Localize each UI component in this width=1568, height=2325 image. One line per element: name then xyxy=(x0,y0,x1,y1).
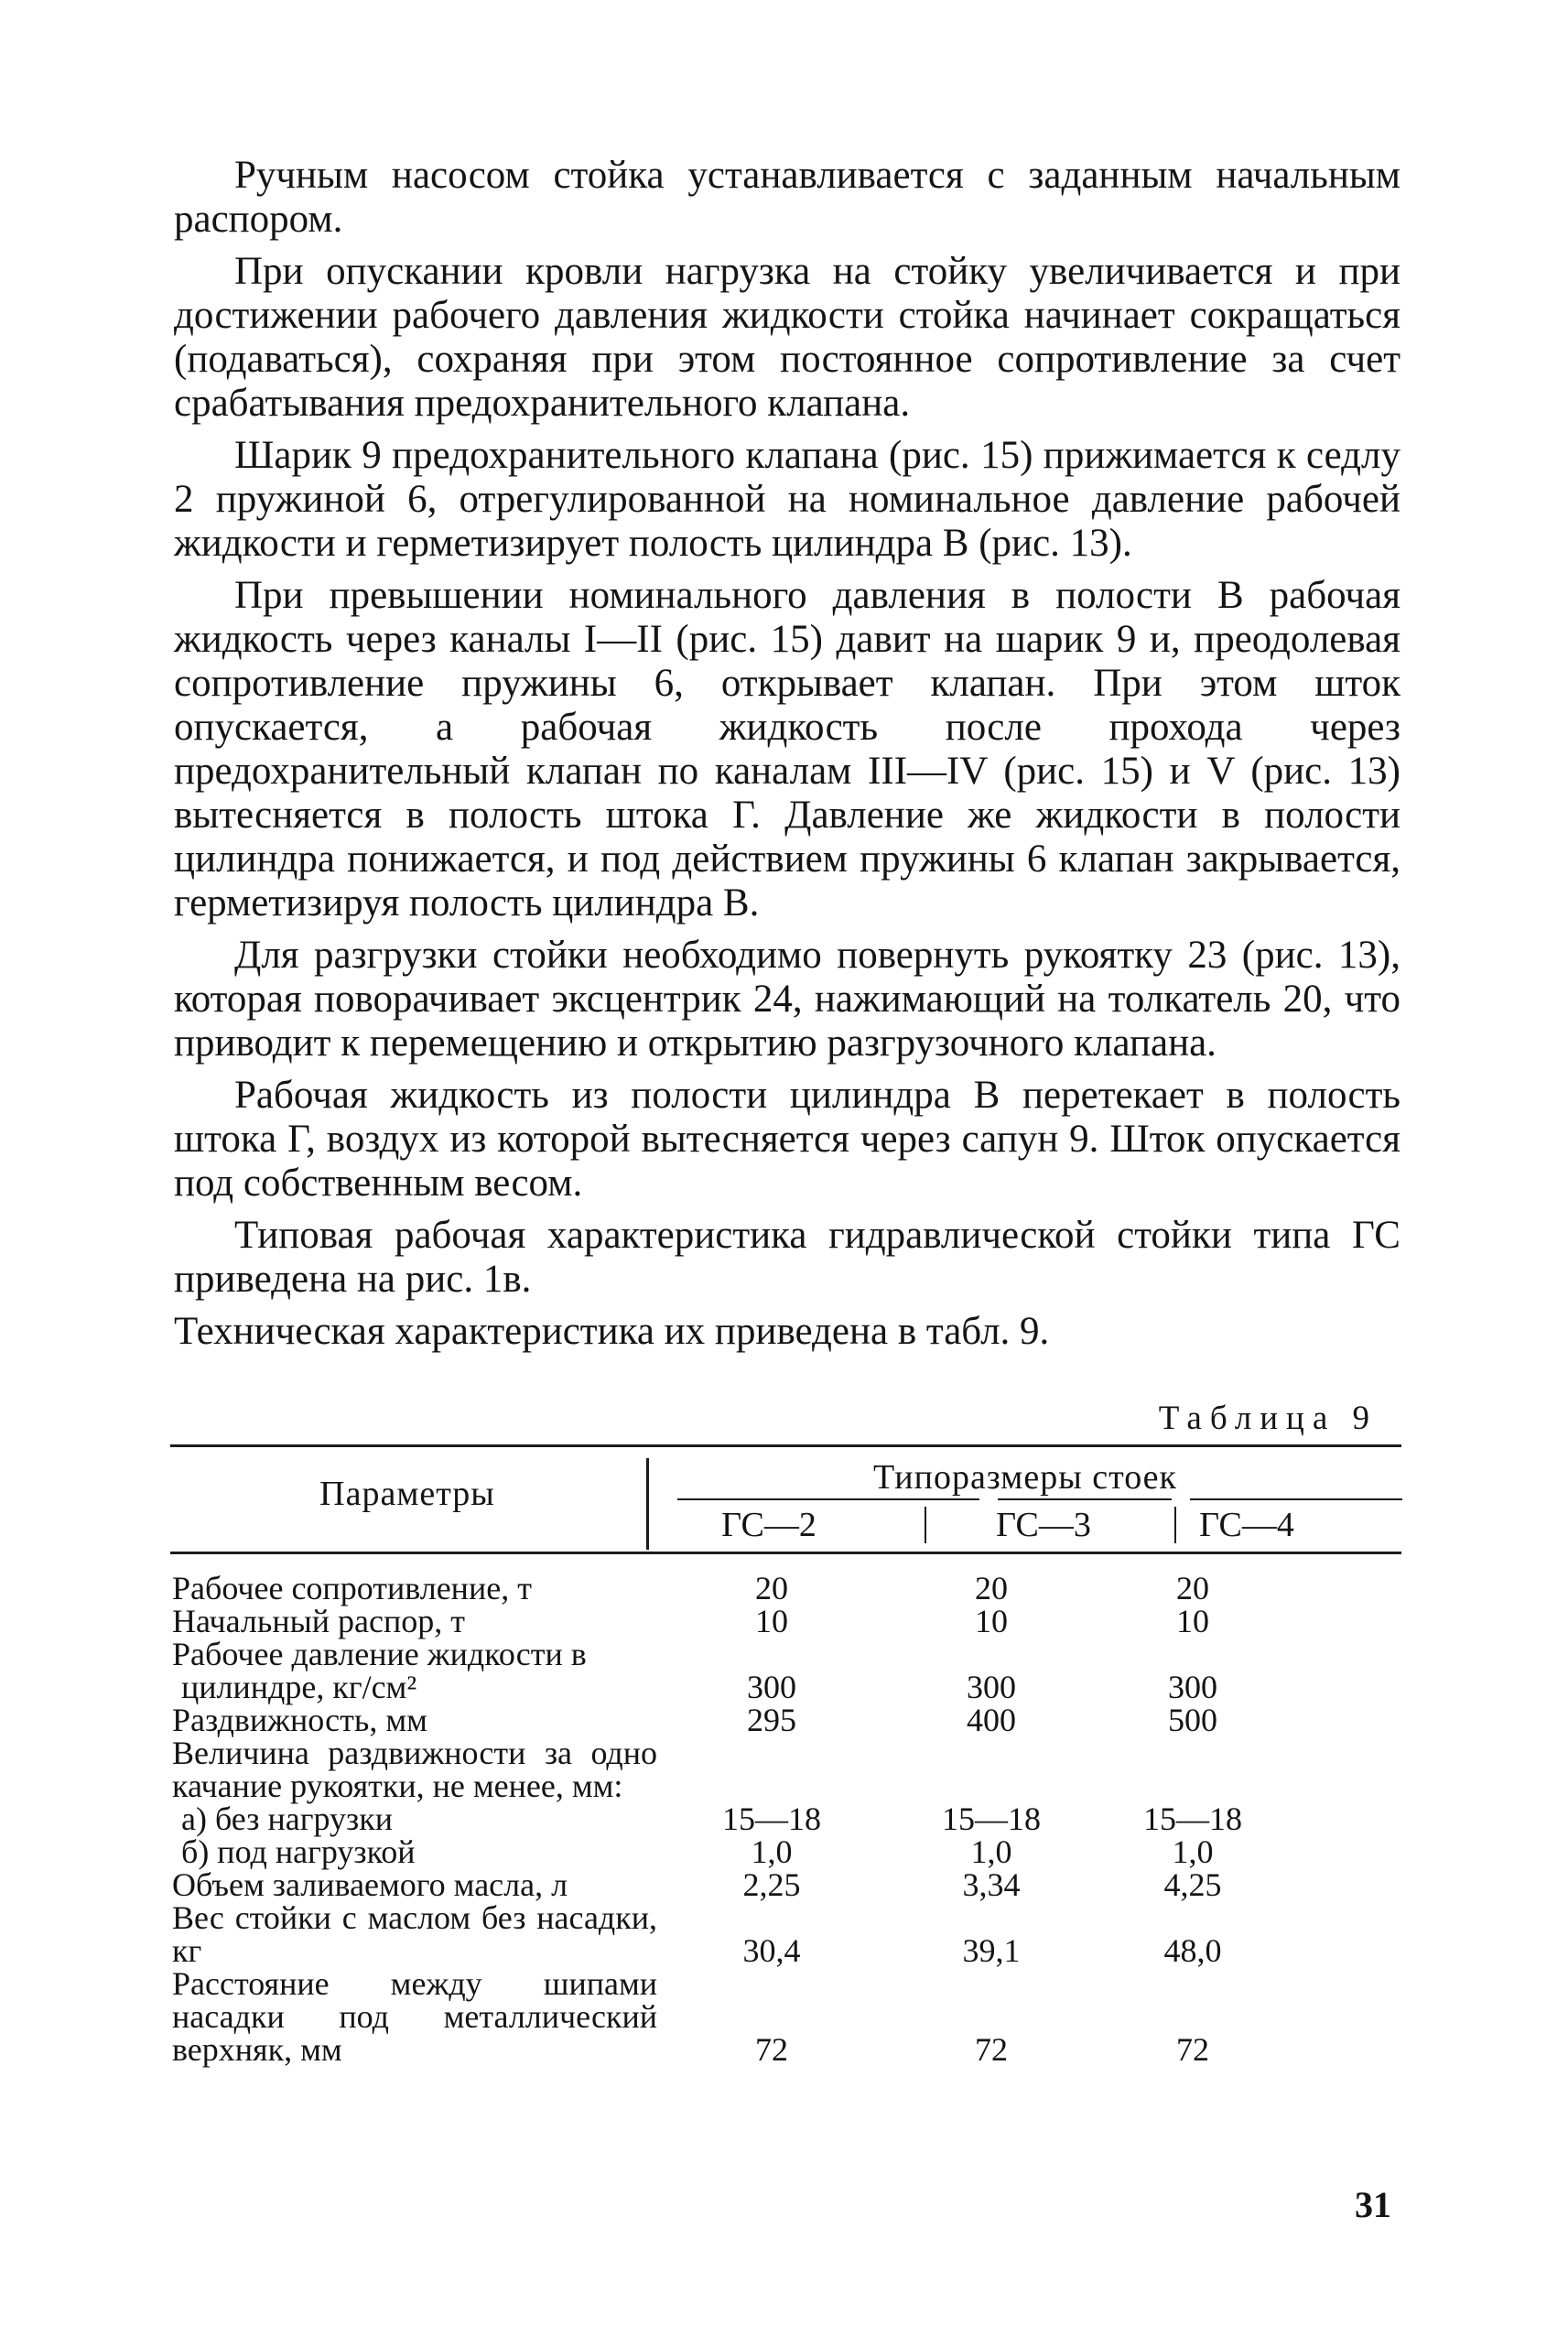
header-group: Типоразмеры стоек xyxy=(873,1458,1177,1497)
param-cell: Величина раздвижности за одно качание рукоятки, не менее, мм: xyxy=(172,1735,657,1804)
value-gs4: 4,25 xyxy=(1163,1866,1222,1903)
value-gs4 xyxy=(1097,1736,1289,1802)
value-gs2: 10 xyxy=(755,1603,788,1639)
header-group-rule xyxy=(677,1498,979,1500)
value-gs4: 10 xyxy=(1176,1603,1209,1639)
table-row xyxy=(172,1605,1403,1638)
header-col-gs3: ГС—3 xyxy=(996,1506,1091,1544)
paragraph: Типовая рабочая характеристика гидравлической стойки типа ГС приведена на рис. 1в. xyxy=(174,1214,1400,1301)
spec-table xyxy=(172,1572,1403,2066)
param-cell: Рабочее давление жидкости в xyxy=(172,1636,587,1672)
param-cell: Объем заливаемого масла, л xyxy=(172,1866,568,1903)
table-row xyxy=(172,1671,1403,1703)
value-gs4 xyxy=(1097,1638,1289,1671)
value-gs2 xyxy=(657,1638,886,1671)
table-row xyxy=(172,1736,1403,1802)
value-gs2: 2,25 xyxy=(742,1866,801,1903)
paragraph: Шарик 9 предохранительного клапана (рис. 15) прижимается к седлу 2 пружиной 6, отрегулированной на номинальное давление рабочей жидкости и герметизирует полость цилиндра В (рис. 13). xyxy=(174,434,1400,565)
param-cell-text: б) под нагрузкой xyxy=(181,1833,416,1870)
value-gs2 xyxy=(657,1736,886,1802)
value-gs2: 20 xyxy=(755,1570,788,1606)
value-gs2: 15—18 xyxy=(722,1801,821,1837)
param-cell xyxy=(172,1671,657,1703)
header-group-rule xyxy=(1190,1498,1402,1500)
header-col-gs4: ГС—4 xyxy=(1199,1506,1294,1544)
value-gs2: 295 xyxy=(747,1702,796,1738)
value-gs3: 15—18 xyxy=(942,1801,1041,1837)
param-cell: Вес стойки с маслом без насадки, кг xyxy=(172,1899,657,1969)
paragraph: Для разгрузки стойки необходимо повернуть рукоятку 23 (рис. 13), которая поворачивает эксцентрик 24, нажимающий на толкатель 20, что приводит к перемещению и открытию разгрузочного клапана. xyxy=(174,934,1400,1065)
value-gs4: 1,0 xyxy=(1172,1833,1214,1870)
value-gs3: 20 xyxy=(975,1570,1008,1606)
value-gs4: 72 xyxy=(1176,2031,1209,2068)
param-cell: Раздвижность, мм xyxy=(172,1702,427,1738)
header-bottom-rule xyxy=(170,1552,1401,1554)
header-params: Параметры xyxy=(319,1475,495,1513)
paragraph: Техническая характеристика их приведена в табл. 9. xyxy=(174,1310,1050,1353)
value-gs3: 3,34 xyxy=(962,1866,1021,1903)
table-row xyxy=(172,1868,1403,1901)
param-cell xyxy=(172,1802,657,1835)
param-cell xyxy=(172,1835,657,1868)
header-group-rule xyxy=(998,1498,1172,1500)
param-cell: Расстояние между шипами насадки под металлический верхняк, мм xyxy=(172,1965,657,2068)
value-gs3: 300 xyxy=(967,1669,1016,1705)
table-row xyxy=(172,1802,1403,1835)
value-gs4: 48,0 xyxy=(1163,1932,1222,1969)
table-row xyxy=(172,1967,1403,2066)
value-gs3 xyxy=(886,1638,1097,1671)
value-gs2: 300 xyxy=(747,1669,796,1705)
table-row xyxy=(172,1638,1403,1671)
param-cell-text: а) без нагрузки xyxy=(181,1801,393,1837)
paragraph: При превышении номинального давления в полости В рабочая жидкость через каналы I—II (рис. 15) давит на шарик 9 и, преодолевая сопротивление пружины 6, открывает клапан. При этом шток опускается, а рабочая жидкость после прохода через предохранительный клапан по каналам III—IV (рис. 15) и V (рис. 13) вытесняется в полость штока Г. Давление же жидкости в полости цилиндра понижается, и под действием пружины 6 клапан закрывается, герметизируя полость цилиндра В. xyxy=(174,574,1400,925)
body-text xyxy=(174,154,1400,1362)
value-gs4: 15—18 xyxy=(1143,1801,1242,1837)
table-row xyxy=(172,1703,1403,1736)
table-caption: Таблица 9 xyxy=(1158,1400,1378,1437)
table-top-rule xyxy=(170,1444,1401,1447)
table-row xyxy=(172,1901,1403,1967)
param-cell-text: цилиндре, кг/см² xyxy=(181,1669,417,1705)
header-col-gs2: ГС—2 xyxy=(721,1506,816,1544)
value-gs2: 30,4 xyxy=(742,1932,801,1969)
value-gs4: 500 xyxy=(1168,1702,1217,1738)
param-cell: Начальный распор, т xyxy=(172,1603,465,1639)
paragraph: Ручным насосом стойка устанавливается с заданным начальным распором. xyxy=(174,154,1400,241)
header-col-divider xyxy=(925,1507,926,1543)
value-gs4: 20 xyxy=(1176,1570,1209,1606)
header-divider xyxy=(646,1458,649,1550)
paragraph: Рабочая жидкость из полости цилиндра В перетекает в полость штока Г, воздух из которой вытесняется через сапун 9. Шток опускается под собственным весом. xyxy=(174,1074,1400,1205)
paragraph: При опускании кровли нагрузка на стойку увеличивается и при достижении рабочего давления жидкости стойка начинает сокращаться (подаваться), сохраняя при этом постоянное сопротивление за счет срабатывания предохранительного клапана. xyxy=(174,250,1400,425)
value-gs3: 72 xyxy=(975,2031,1008,2068)
value-gs3: 10 xyxy=(975,1603,1008,1639)
table-row xyxy=(172,1572,1403,1605)
value-gs4: 300 xyxy=(1168,1669,1217,1705)
param-cell: Рабочее сопротивление, т xyxy=(172,1570,532,1606)
value-gs3 xyxy=(886,1736,1097,1802)
value-gs2: 72 xyxy=(755,2031,788,2068)
value-gs3: 400 xyxy=(967,1702,1016,1738)
value-gs3: 39,1 xyxy=(962,1932,1021,1969)
table-row xyxy=(172,1835,1403,1868)
value-gs3: 1,0 xyxy=(970,1833,1012,1870)
page-number: 31 xyxy=(1355,2184,1391,2225)
value-gs2: 1,0 xyxy=(751,1833,793,1870)
